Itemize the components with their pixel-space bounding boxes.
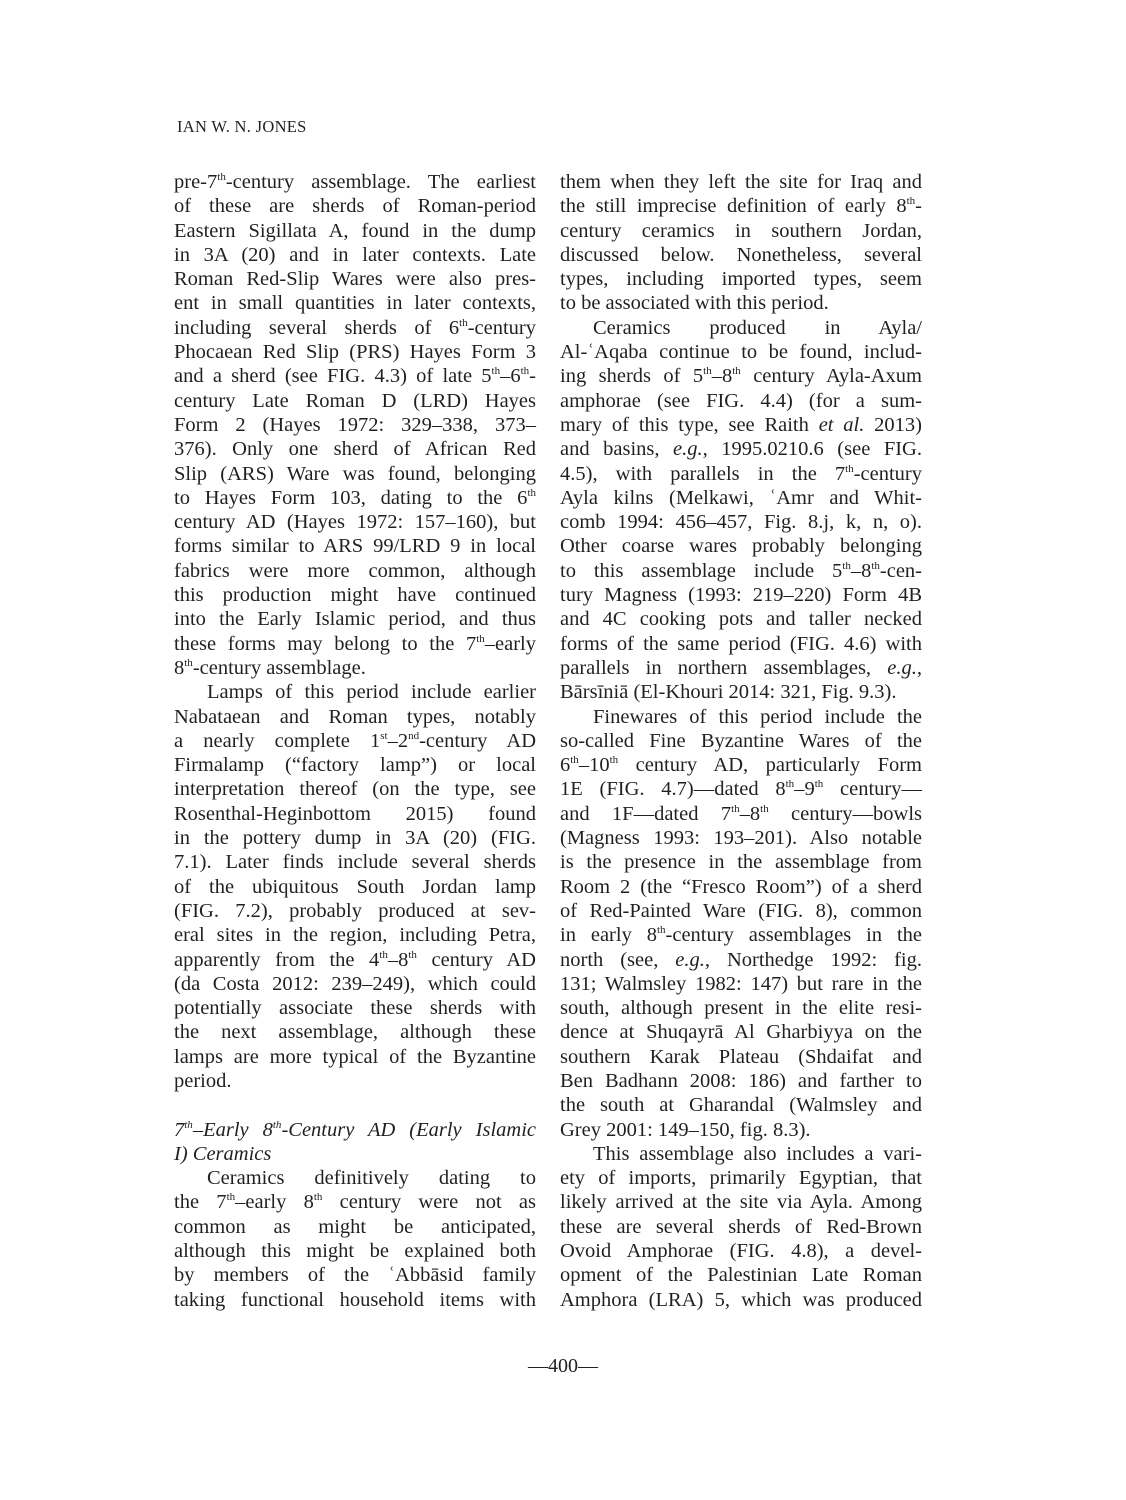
text-line: types, including imported types, seem [560, 268, 922, 291]
text-line: Ovoid Amphorae (FIG. 4.8), a devel- [560, 1240, 922, 1263]
running-head: IAN W. N. JONES [177, 117, 307, 136]
text-line: of these are sherds of Roman-period [174, 195, 536, 218]
paragraph [174, 1166, 536, 1312]
text-line: tury Magness (1993: 219–220) Form 4B [560, 584, 922, 607]
text-line: I) Ceramics [174, 1142, 272, 1165]
text-line: Slip (ARS) Ware was found, belonging [174, 462, 536, 485]
text-line: (FIG. 7.2), probably produced at sev- [174, 899, 536, 922]
paragraph [560, 170, 922, 316]
text-line: Ceramics definitively dating to [207, 1167, 536, 1190]
text-line: century AD (Hayes 1972: 157–160), but [174, 511, 536, 534]
text-line: 6th–10th century AD, particularly Form [560, 754, 922, 777]
text-line: and a sherd (see FIG. 4.3) of late 5th–6th- [174, 365, 536, 388]
text-line: Eastern Sigillata A, found in the dump [174, 219, 536, 242]
text-line: Lamps of this period include earlier [207, 681, 536, 704]
page-number: —400— [528, 1355, 598, 1377]
text-line: forms of the same period (FIG. 4.6) with [560, 632, 922, 655]
text-line: Amphora (LRA) 5, which was produced [560, 1288, 922, 1311]
text-line: a nearly complete 1st–2nd-century AD [174, 729, 537, 752]
text-line: 376). Only one sherd of African Red [174, 438, 536, 461]
left-column [174, 170, 536, 1312]
text-line: pre-7th-century assemblage. The earliest [174, 171, 536, 193]
text-line: by members of the ʿAbbāsid family [174, 1264, 536, 1287]
text-line: the 7th–early 8th century were not as [174, 1191, 537, 1214]
text-line: Ceramics produced in Ayla/ [593, 316, 922, 339]
text-line: Room 2 (the “Fresco Room”) of a sherd [560, 875, 922, 898]
paragraph [560, 316, 922, 705]
paragraph [560, 1142, 922, 1312]
text-line: ety of imports, primarily Egyptian, that [560, 1167, 922, 1190]
text-line: although this might be explained both [174, 1240, 536, 1263]
text-line: these are several sherds of Red-Brown [560, 1215, 922, 1238]
text-line: of the ubiquitous South Jordan lamp [174, 875, 536, 898]
text-line: common as might be anticipated, [174, 1215, 536, 1238]
text-line: 4.5), with parallels in the 7th-century [560, 462, 922, 485]
text-line: Finewares of this period include the [593, 705, 922, 728]
text-line: 131; Walmsley 1982: 147) but rare in the [560, 972, 922, 995]
text-line: 7.1). Later finds include several sherds [174, 851, 536, 874]
text-line: parallels in northern assemblages, e.g., [560, 656, 922, 679]
text-line: 1E (FIG. 4.7)—dated 8th–9th century— [560, 778, 922, 801]
text-line: Ben Badhann 2008: 186) and farther to [560, 1069, 922, 1092]
text-line: Phocaean Red Slip (PRS) Hayes Form 3 [174, 341, 536, 364]
paragraph [174, 170, 536, 680]
text-line: lamps are more typical of the Byzantine [174, 1045, 536, 1068]
right-column [560, 170, 922, 1312]
text-line: 8th-century assemblage. [174, 656, 366, 679]
text-line: Roman Red-Slip Wares were also pres- [174, 268, 536, 291]
text-line: mary of this type, see Raith et al. 2013) [560, 413, 923, 436]
text-line: and 4C cooking pots and taller necked [560, 608, 922, 631]
text-line: to this assemblage include 5th–8th-cen- [560, 559, 922, 582]
text-line: century ceramics in southern Jordan, [560, 219, 922, 242]
text-line: into the Early Islamic period, and thus [174, 608, 536, 631]
text-line: taking functional household items with [174, 1288, 536, 1311]
text-line: ing sherds of 5th–8th century Ayla-Axum [560, 365, 922, 388]
text-line: Grey 2001: 149–150, fig. 8.3). [560, 1118, 811, 1141]
text-line: Bārsīniā (El-Khouri 2014: 321, Fig. 9.3). [560, 681, 897, 704]
text-line: Al-ʿAqaba continue to be found, includ- [560, 341, 922, 364]
text-line: the next assemblage, although these [174, 1021, 536, 1044]
text-line: north (see, e.g., Northedge 1992: fig. [560, 948, 922, 971]
text-line: of Red-Painted Ware (FIG. 8), common [560, 899, 922, 922]
text-line: likely arrived at the site via Ayla. Among [560, 1191, 922, 1214]
text-line: these forms may belong to the 7th–early [174, 632, 536, 655]
text-line: comb 1994: 456–457, Fig. 8.j, k, n, o). [560, 511, 922, 534]
text-line: forms similar to ARS 99/LRD 9 in local [174, 535, 536, 558]
text-line: so-called Fine Byzantine Wares of the [560, 729, 922, 752]
text-line: (da Costa 2012: 239–249), which could [174, 972, 536, 995]
text-line: century Late Roman D (LRD) Hayes [174, 389, 536, 412]
text-line: Ayla kilns (Melkawi, ʿAmr and Whit- [560, 486, 922, 509]
text-line: This assemblage also includes a vari- [593, 1142, 922, 1165]
text-line: apparently from the 4th–8th century AD [174, 948, 536, 971]
text-line: in the pottery dump in 3A (20) (FIG. [174, 827, 536, 850]
text-line: including several sherds of 6th-century [174, 316, 536, 339]
text-line: Form 2 (Hayes 1972: 329–338, 373– [174, 413, 536, 436]
text-line: Nabataean and Roman types, notably [174, 705, 536, 728]
text-line: to be associated with this period. [560, 292, 829, 315]
text-line: is the presence in the assemblage from [560, 851, 922, 874]
paragraph [174, 680, 536, 1093]
text-line: this production might have continued [174, 584, 536, 607]
text-line: potentially associate these sherds with [174, 997, 536, 1020]
text-line: the south at Gharandal (Walmsley and [560, 1094, 922, 1117]
text-line: them when they left the site for Iraq and [560, 171, 922, 193]
section-heading [174, 1118, 536, 1167]
text-line: discussed below. Nonetheless, several [560, 243, 922, 266]
text-line: dence at Shuqayrā Al Gharbiyya on the [560, 1021, 922, 1044]
text-line: in 3A (20) and in later contexts. Late [174, 243, 536, 266]
text-line: amphorae (see FIG. 4.4) (for a sum- [560, 389, 922, 412]
text-line: fabrics were more common, although [174, 559, 536, 582]
text-line: south, although present in the elite resi- [560, 997, 922, 1020]
text-line: period. [174, 1069, 232, 1092]
text-line: and basins, e.g., 1995.0210.6 (see FIG. [560, 438, 922, 461]
text-line: and 1F—dated 7th–8th century—bowls [560, 802, 922, 825]
text-line: Rosenthal-Heginbottom 2015) found [174, 802, 536, 825]
text-line: opment of the Palestinian Late Roman [560, 1264, 922, 1287]
text-line: Other coarse wares probably belonging [560, 535, 922, 558]
text-line: (Magness 1993: 193–201). Also notable [560, 827, 922, 850]
text-line: eral sites in the region, including Petra, [174, 924, 536, 947]
text-line: the still imprecise definition of early 8th- [560, 195, 922, 218]
text-line: Firmalamp (“factory lamp”) or local [174, 754, 536, 777]
text-line: to Hayes Form 103, dating to the 6th [174, 486, 536, 509]
text-line: 7th–Early 8th-Century AD (Early Islamic [174, 1118, 536, 1141]
text-line: interpretation thereof (on the type, see [174, 778, 536, 801]
paragraph [560, 705, 922, 1142]
text-line: in early 8th-century assemblages in the [560, 924, 922, 947]
text-line: ent in small quantities in later contexts, [174, 292, 536, 315]
text-line: southern Karak Plateau (Shdaifat and [560, 1045, 922, 1068]
